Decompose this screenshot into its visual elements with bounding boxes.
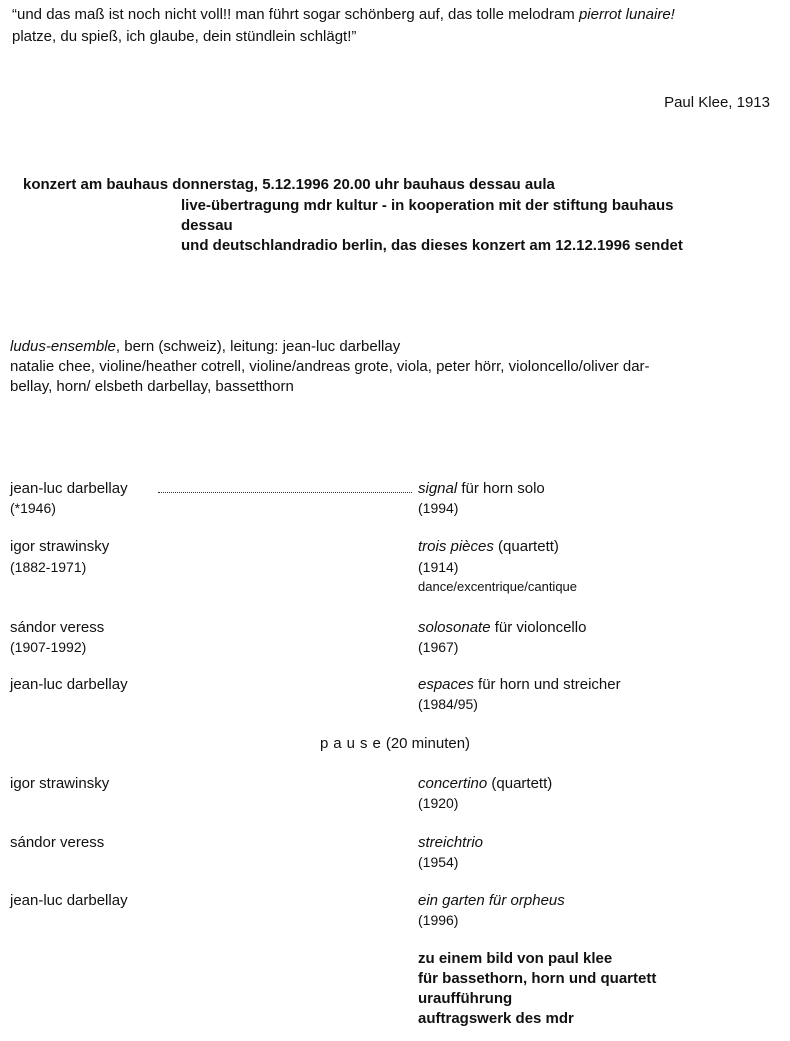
program-work-year: (1967)	[418, 639, 459, 655]
quote-work-title: pierrot lunaire!	[578, 6, 675, 23]
program-work-title: trois pièces	[418, 538, 494, 555]
concert-broadcast-line: und deutschlandradio berlin, das dieses konzert am 12.12.1996 sendet	[181, 237, 683, 254]
program-work-title: espaces	[418, 676, 474, 693]
program-work	[418, 891, 565, 910]
program-work-desc: für horn und streicher	[473, 676, 621, 693]
program-work-desc: (quartett)	[487, 775, 553, 792]
concert-broadcast-line: dessau	[181, 217, 233, 234]
program-composer: igor strawinsky	[10, 775, 110, 792]
concert-broadcast-line: live-übertragung mdr kultur - in kooperation mit der stiftung bauhaus	[181, 197, 674, 214]
program-work-year: (1954)	[418, 854, 459, 870]
ensemble-name: ludus-ensemble	[10, 338, 116, 355]
quote-line-2: platze, du spieß, ich glaube, dein stündlein schlägt!”	[12, 28, 357, 45]
premiere-note: für bassethorn, horn und quartett	[418, 970, 657, 987]
program-composer-dates: (*1946)	[10, 500, 56, 516]
program-composer-dates: (1907-1992)	[10, 639, 87, 655]
program-work-title: concertino	[418, 775, 488, 792]
program-work	[418, 479, 545, 498]
pause-duration: (20 minuten)	[385, 735, 471, 752]
program-work	[418, 833, 483, 852]
premiere-note: auftragswerk des mdr	[418, 1010, 574, 1027]
program-work	[418, 618, 586, 637]
program-work-note: dance/excentrique/cantique	[418, 579, 578, 594]
dotted-leader	[158, 492, 412, 493]
premiere-note: uraufführung	[418, 990, 513, 1007]
program-work-desc: (quartett)	[493, 538, 559, 555]
program-work	[418, 774, 552, 793]
intermission	[0, 734, 790, 753]
program-work-year: (1994)	[418, 500, 459, 516]
program-work-desc: für violoncello	[490, 619, 587, 636]
program-work	[418, 675, 621, 694]
program-work-desc: für horn solo	[457, 480, 545, 497]
quote-text: “und das maß ist noch nicht voll!! man führt sogar schönberg auf, das tolle melodram	[12, 6, 579, 23]
program-work-title: signal	[418, 480, 458, 497]
program-work-title: streichtrio	[418, 834, 484, 851]
program-work-title: solosonate	[418, 619, 491, 636]
program-composer: sándor veress	[10, 834, 105, 851]
program-composer: jean-luc darbellay	[10, 480, 128, 497]
ensemble-leader: , bern (schweiz), leitung: jean-luc darbellay	[115, 338, 401, 355]
program-composer-dates: (1882-1971)	[10, 559, 87, 575]
concert-heading: konzert am bauhaus donnerstag, 5.12.1996 20.00 uhr bauhaus dessau aula	[23, 176, 555, 193]
program-work	[418, 537, 559, 556]
program-work-year: (1914)	[418, 559, 459, 575]
program-composer: igor strawinsky	[10, 538, 110, 555]
program-work-title: ein garten für orpheus	[418, 892, 565, 909]
program-work-year: (1920)	[418, 795, 459, 811]
ensemble-members: natalie chee, violine/heather cotrell, violine/andreas grote, viola, peter hörr, violoncello/oliver dar-	[10, 358, 650, 375]
program-composer: jean-luc darbellay	[10, 892, 128, 909]
program-composer: sándor veress	[10, 619, 105, 636]
premiere-note: zu einem bild von paul klee	[418, 950, 613, 967]
program-work-year: (1996)	[418, 912, 459, 928]
program-work-year: (1984/95)	[418, 696, 478, 712]
quote-author: Paul Klee, 1913	[664, 94, 770, 111]
pause-word: pause	[319, 735, 386, 752]
program-composer: jean-luc darbellay	[10, 676, 128, 693]
ensemble-line-1	[10, 337, 400, 356]
quote-line-1	[12, 5, 675, 24]
ensemble-members: bellay, horn/ elsbeth darbellay, bassetthorn	[10, 378, 294, 395]
